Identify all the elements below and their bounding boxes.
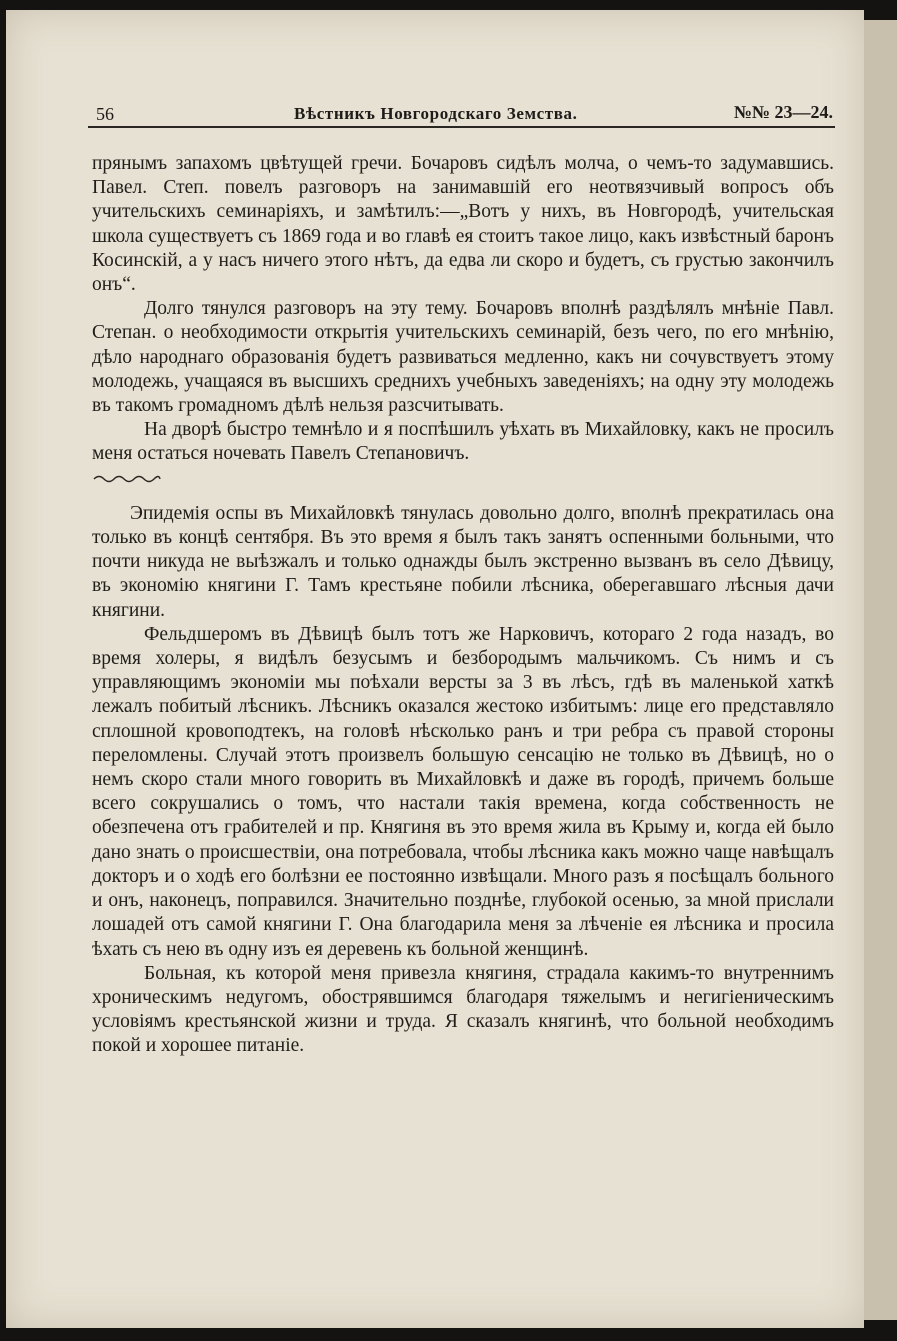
paragraph: Эпидемія оспы въ Михайловкѣ тянулась довольно долго, вполнѣ прекратилась она только въ концѣ сентября. Въ это время я былъ такъ занятъ оспенными больными, что почти никуда не выѣзжалъ и только однажды былъ экстренно вызванъ въ село Дѣвицу, въ экономію княгини Г. Тамъ крестьяне побили лѣсника, оберегавшаго лѣсныя дачи княгини.: [92, 502, 834, 621]
issue-number: №№ 23—24.: [733, 102, 833, 122]
running-header: [88, 100, 835, 128]
body-text: [92, 152, 834, 1059]
journal-title: Вѣстникъ Новгородскаго Земства.: [294, 104, 578, 123]
section-separator: [92, 473, 162, 485]
page-number: 56: [96, 104, 114, 124]
book-spine: [864, 20, 897, 1320]
paragraph: Больная, къ которой меня привезла княгиня, страдала какимъ-то внутреннимъ хроническимъ недугомъ, обострявшимся благодаря тяжелымъ и негигіеническимъ условіямъ крестьянской жизни и труда. Я сказалъ княгинѣ, что больной необходимъ покой и хорошее питаніе.: [92, 962, 834, 1057]
paragraph: прянымъ запахомъ цвѣтущей гречи. Бочаровъ сидѣлъ молча, о чемъ-то задумавшись. Павел. Степ. повелъ разговоръ на занимавшій его неотвязчивый вопросъ объ учительскихъ семинаріяхъ, и замѣтилъ:—„Вотъ у нихъ, въ Новгородѣ, учительская школа существуетъ съ 1869 года и во главѣ ея стоитъ такое лицо, какъ извѣстный баронъ Косинскій, а у насъ ничего этого нѣтъ, да едва ли скоро и будетъ, съ грустью закончилъ онъ“.: [92, 153, 834, 296]
paragraph: Фельдшеромъ въ Дѣвицѣ былъ тотъ же Нарковичъ, котораго 2 года назадъ, во время холеры, я видѣлъ безусымъ и безбородымъ мальчикомъ. Съ нимъ и съ управляющимъ экономіи мы поѣхали версты за 3 въ лѣсъ, гдѣ въ маленькой хаткѣ лежалъ побитый лѣсникъ. Лѣсникъ оказался жестоко избитымъ: лице его представляло сплошной кровоподтекъ, на головѣ нѣсколько ранъ и три ребра съ правой стороны переломлены. Случай этотъ произвелъ большую сенсацію не только въ Дѣвицѣ, но о немъ скоро стали много говорить въ Михайловкѣ и даже въ городѣ, причемъ больше всего сокрушались о томъ, что настали такія времена, когда собственность не обезпечена отъ грабителей и пр. Княгиня въ это время жила въ Крыму и, когда ей было дано знать о происшествіи, она потребовала, чтобы лѣсника какъ можно чаще навѣщалъ докторъ и о ходѣ его болѣзни ее постоянно извѣщали. Много разъ я посѣщалъ больного и онъ, наконецъ, поправился. Значительно позднѣе, глубокой осенью, за мной прислали лошадей отъ самой княгини Г. Она благодарила меня за лѣченіе ея лѣсника и просила ѣхать съ нею въ одну изъ ея деревень къ больной женщинѣ.: [92, 623, 834, 960]
paragraph: На дворѣ быстро темнѣло и я поспѣшилъ уѣхать въ Михайловку, какъ не просилъ меня остаться ночевать Павелъ Степановичъ.: [92, 419, 834, 465]
paragraph: Долго тянулся разговоръ на эту тему. Бочаровъ вполнѣ раздѣлялъ мнѣніе Павл. Степан. о необходимости открытія учительскихъ семинарій, безъ чего, по его мнѣнію, дѣло народнаго образованія будетъ развиваться медленно, какъ ни сочувствуетъ этому молодежь, учащаяся въ высшихъ среднихъ учебныхъ заведеніяхъ; на одну эту молодежь въ такомъ громадномъ дѣлѣ нельзя разсчитывать.: [92, 298, 834, 417]
